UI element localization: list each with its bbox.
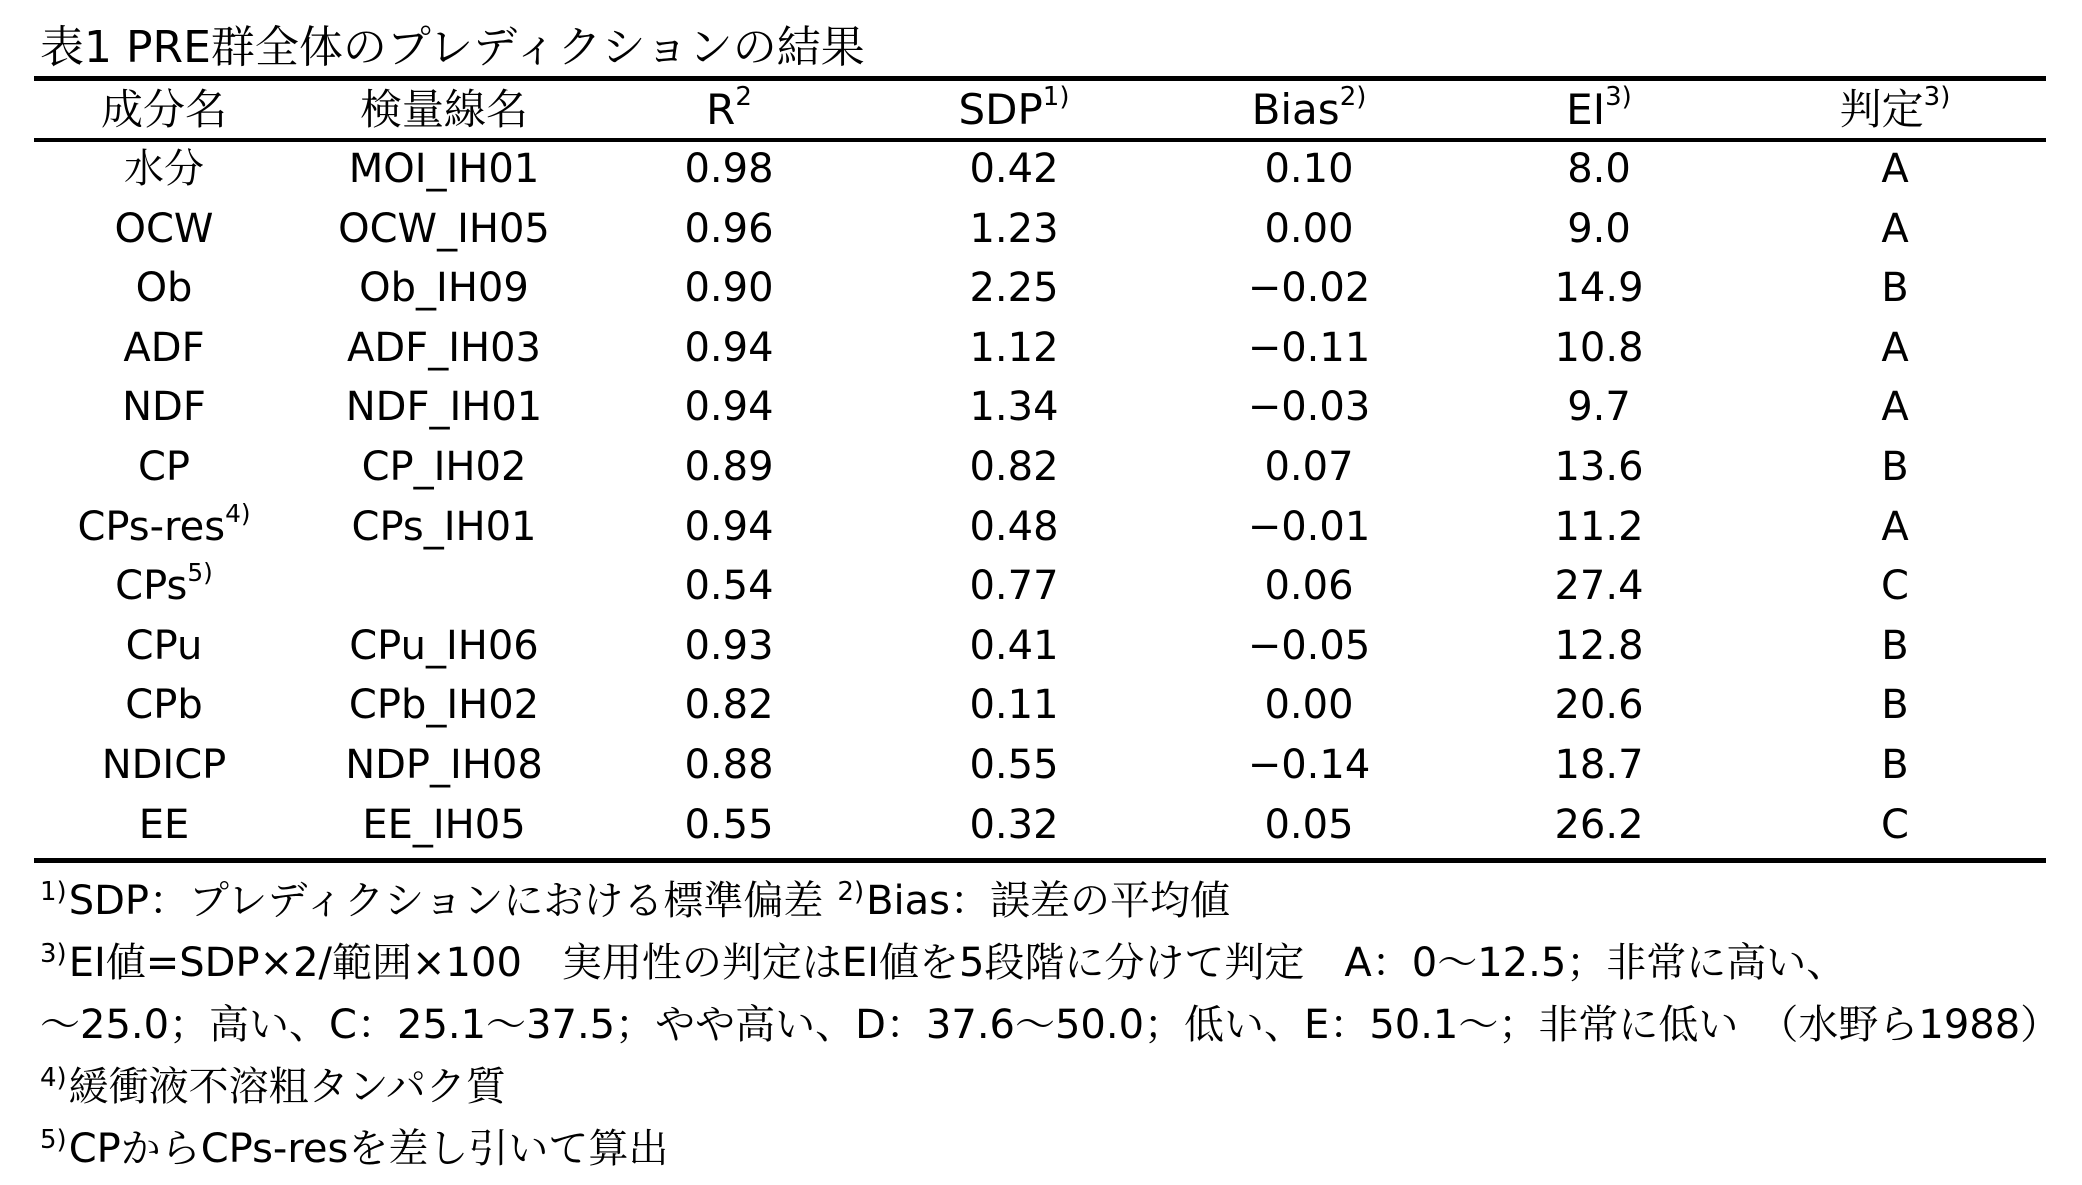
cell-component: Ob bbox=[135, 265, 193, 312]
cell-calibration: NDF_IH01 bbox=[345, 384, 543, 431]
table-row bbox=[34, 319, 2046, 379]
cell-bias: 0.00 bbox=[1264, 682, 1354, 729]
cell-component: CPs-res$^{4)}$ bbox=[77, 498, 251, 550]
cell-sdp: 0.82 bbox=[969, 443, 1059, 490]
cell-r2: 0.94 bbox=[684, 324, 774, 371]
cell-component: CP bbox=[137, 443, 191, 490]
cell-calibration: OCW_IH05 bbox=[338, 205, 550, 252]
cell-bias: −0.11 bbox=[1247, 324, 1371, 371]
cell-component: CPb bbox=[125, 682, 203, 729]
header-component: 成分名 bbox=[100, 85, 227, 134]
cell-calibration: ADF_IH03 bbox=[347, 324, 541, 371]
header-bias: Bias$^{2)}$ bbox=[1251, 82, 1367, 134]
cell-ei: 10.8 bbox=[1554, 324, 1644, 371]
table-row bbox=[34, 736, 2046, 796]
footnote-marker: 4) bbox=[40, 1063, 67, 1093]
table-row bbox=[34, 796, 2046, 856]
cell-sdp: 1.12 bbox=[969, 324, 1059, 371]
header-ei: EI$^{3)}$ bbox=[1566, 82, 1632, 134]
table-row bbox=[34, 438, 2046, 498]
cell-bias: −0.01 bbox=[1247, 503, 1371, 550]
cell-calibration: Ob_IH09 bbox=[359, 265, 529, 312]
footnote-text: SDP：プレディクションにおける標準偏差 bbox=[68, 878, 824, 924]
cell-bias: −0.05 bbox=[1247, 622, 1371, 669]
table-row bbox=[34, 140, 2046, 200]
cell-component: EE bbox=[138, 801, 190, 848]
cell-component: CPs$^{5)}$ bbox=[115, 558, 213, 610]
cell-bias: 0.10 bbox=[1264, 146, 1354, 192]
footnote-3-continued bbox=[40, 994, 2061, 1056]
table-row bbox=[34, 259, 2046, 319]
cell-bias: 0.06 bbox=[1264, 563, 1354, 610]
cell-ei: 8.0 bbox=[1567, 146, 1631, 192]
footnote-text: ～25.0；高い、C：25.1～37.5；やや高い、D：37.6～50.0；低い、E：50.1～；非常に低い （水野ら1988） bbox=[40, 1002, 2061, 1048]
cell-r2: 0.90 bbox=[684, 265, 774, 312]
cell-calibration: CPb_IH02 bbox=[348, 682, 540, 729]
header-sdp: SDP$^{1)}$ bbox=[958, 82, 1070, 134]
cell-component: CPu bbox=[125, 622, 203, 669]
cell-judgement: C bbox=[1881, 801, 1909, 848]
cell-component: NDF bbox=[122, 384, 206, 431]
cell-ei: 12.8 bbox=[1554, 622, 1644, 669]
cell-judgement: A bbox=[1881, 384, 1909, 431]
table-row bbox=[34, 378, 2046, 438]
cell-sdp: 0.55 bbox=[969, 741, 1059, 788]
cell-calibration: MOI_IH01 bbox=[348, 146, 540, 192]
bottom-rule bbox=[34, 858, 2046, 863]
cell-bias: 0.05 bbox=[1264, 801, 1354, 848]
footnote-4 bbox=[40, 1056, 2050, 1118]
cell-r2: 0.82 bbox=[684, 682, 774, 729]
cell-ei: 27.4 bbox=[1554, 563, 1644, 610]
footnote-3 bbox=[40, 932, 2050, 994]
cell-sdp: 0.41 bbox=[969, 622, 1059, 669]
footnotes bbox=[40, 870, 2061, 1180]
table-caption: 表1 PRE群全体のプレディクションの結果 bbox=[40, 22, 865, 73]
cell-bias: −0.03 bbox=[1247, 384, 1371, 431]
cell-r2: 0.88 bbox=[684, 741, 774, 788]
header-row bbox=[34, 80, 2046, 140]
footnote-text: EI値=SDP×2/範囲×100 実用性の判定はEI値を5段階に分けて判定 A：0～12.5；非常に高い、 bbox=[68, 940, 1847, 986]
cell-sdp: 0.48 bbox=[969, 503, 1059, 550]
cell-r2: 0.94 bbox=[684, 384, 774, 431]
cell-judgement: B bbox=[1881, 622, 1909, 669]
cell-sdp: 0.32 bbox=[969, 801, 1059, 848]
cell-ei: 18.7 bbox=[1554, 741, 1644, 788]
footnote-1-2 bbox=[40, 870, 2050, 932]
table-row bbox=[34, 557, 2046, 617]
cell-ei: 14.9 bbox=[1554, 265, 1644, 312]
footnote-marker: 3) bbox=[40, 939, 67, 969]
cell-component: 水分 bbox=[124, 146, 204, 192]
cell-bias: −0.02 bbox=[1247, 265, 1371, 312]
table-row bbox=[34, 200, 2046, 260]
cell-sdp: 0.42 bbox=[969, 146, 1059, 192]
cell-r2: 0.98 bbox=[684, 146, 774, 192]
cell-r2: 0.54 bbox=[684, 563, 774, 610]
cell-ei: 11.2 bbox=[1554, 503, 1644, 550]
footnote-text: CPからCPs-resを差し引いて算出 bbox=[68, 1126, 669, 1172]
cell-r2: 0.96 bbox=[684, 205, 774, 252]
header-judgement: 判定$^{3)}$ bbox=[1839, 82, 1951, 134]
cell-sdp: 0.77 bbox=[969, 563, 1059, 610]
cell-calibration bbox=[294, 557, 594, 617]
cell-judgement: B bbox=[1881, 265, 1909, 312]
footnote-marker: 2) bbox=[837, 877, 865, 907]
cell-bias: −0.14 bbox=[1247, 741, 1371, 788]
footnote-marker: 5) bbox=[40, 1125, 67, 1155]
footnote-5 bbox=[40, 1118, 2050, 1180]
cell-sdp: 1.34 bbox=[969, 384, 1059, 431]
table-row bbox=[34, 498, 2046, 558]
cell-r2: 0.94 bbox=[684, 503, 774, 550]
cell-judgement: B bbox=[1881, 443, 1909, 490]
footnote-text: 緩衝液不溶粗タンパク質 bbox=[68, 1064, 506, 1110]
cell-judgement: A bbox=[1881, 205, 1909, 252]
cell-r2: 0.55 bbox=[684, 801, 774, 848]
cell-component: ADF bbox=[123, 324, 205, 371]
header-r2: $R^2$ bbox=[706, 82, 752, 134]
cell-bias: 0.00 bbox=[1264, 205, 1354, 252]
cell-ei: 26.2 bbox=[1554, 801, 1644, 848]
table-row bbox=[34, 676, 2046, 736]
cell-calibration: CP_IH02 bbox=[361, 443, 527, 490]
cell-ei: 20.6 bbox=[1554, 682, 1644, 729]
footnote-marker: 1) bbox=[40, 877, 67, 907]
cell-ei: 13.6 bbox=[1554, 443, 1644, 490]
cell-calibration: CPu_IH06 bbox=[349, 622, 539, 669]
cell-calibration: NDP_IH08 bbox=[345, 741, 543, 788]
cell-ei: 9.7 bbox=[1567, 384, 1631, 431]
cell-calibration: EE_IH05 bbox=[362, 801, 526, 848]
cell-calibration: CPs_IH01 bbox=[351, 503, 537, 550]
cell-judgement: A bbox=[1881, 503, 1909, 550]
cell-sdp: 1.23 bbox=[969, 205, 1059, 252]
cell-judgement: A bbox=[1881, 146, 1909, 192]
cell-judgement: B bbox=[1881, 682, 1909, 729]
cell-r2: 0.93 bbox=[684, 622, 774, 669]
cell-component: NDICP bbox=[101, 741, 227, 788]
cell-sdp: 0.11 bbox=[969, 682, 1059, 729]
header-calibration: 検量線名 bbox=[359, 85, 528, 134]
table-row bbox=[34, 617, 2046, 677]
cell-ei: 9.0 bbox=[1567, 205, 1631, 252]
footnote-text: Bias：誤差の平均値 bbox=[866, 878, 1230, 924]
cell-r2: 0.89 bbox=[684, 443, 774, 490]
cell-component: OCW bbox=[114, 205, 214, 252]
cell-judgement: A bbox=[1881, 324, 1909, 371]
cell-sdp: 2.25 bbox=[969, 265, 1059, 312]
cell-bias: 0.07 bbox=[1264, 443, 1354, 490]
cell-judgement: B bbox=[1881, 741, 1909, 788]
cell-judgement: C bbox=[1881, 563, 1909, 610]
prediction-results-table bbox=[34, 80, 2046, 855]
